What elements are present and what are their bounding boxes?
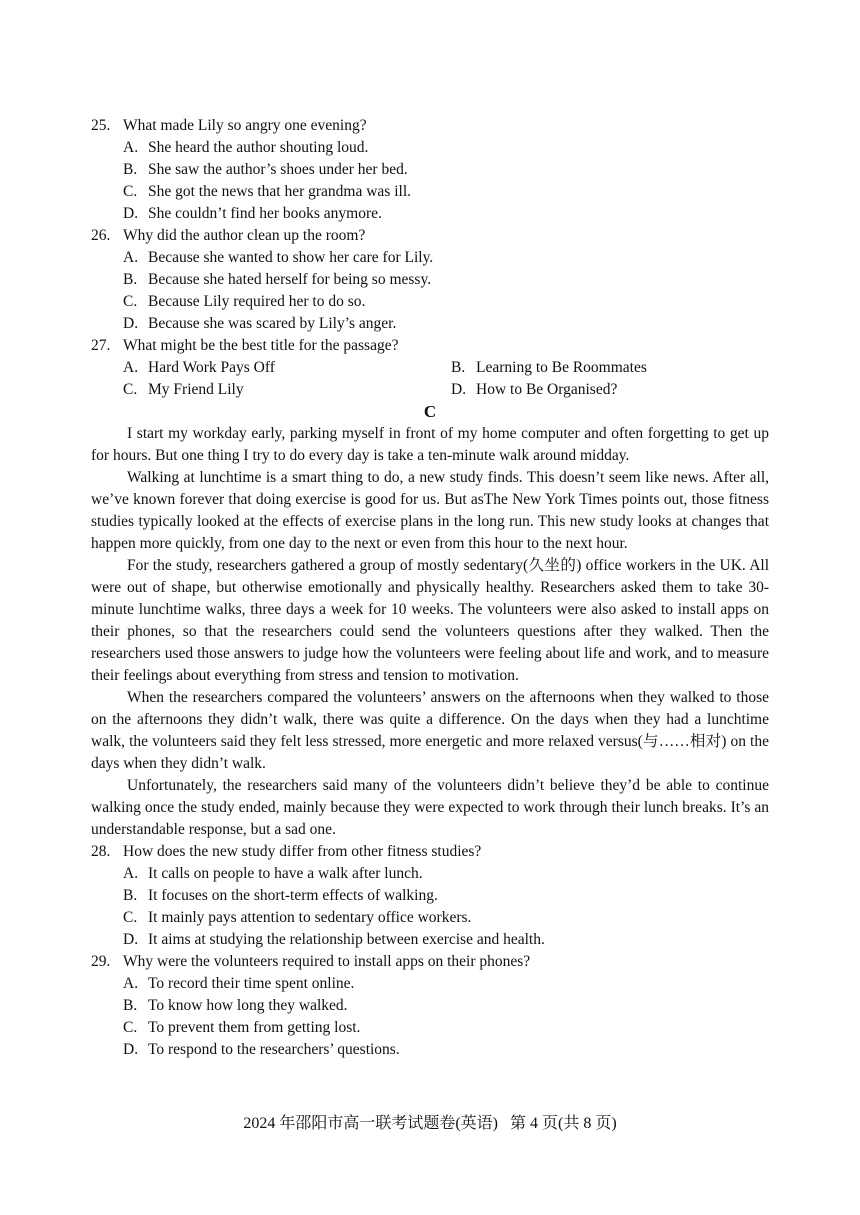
option-letter: B. bbox=[123, 161, 138, 178]
option-letter: D. bbox=[123, 1041, 139, 1058]
option-d bbox=[91, 313, 769, 335]
question-number: 26. bbox=[91, 227, 111, 244]
option-text: Because Lily required her to do so. bbox=[148, 293, 366, 310]
option-text: It focuses on the short-term effects of walking. bbox=[148, 887, 438, 904]
option-c bbox=[123, 379, 451, 401]
option-c bbox=[91, 907, 769, 929]
option-letter: A. bbox=[123, 139, 139, 156]
option-b bbox=[451, 357, 769, 379]
option-a bbox=[123, 357, 451, 379]
option-text: It aims at studying the relationship between exercise and health. bbox=[148, 931, 545, 948]
exam-title: 2024 年邵阳市高一联考试题卷(英语) bbox=[243, 1115, 498, 1132]
option-d bbox=[91, 929, 769, 951]
option-letter: D. bbox=[123, 205, 139, 222]
option-text: To record their time spent online. bbox=[148, 975, 355, 992]
option-d bbox=[91, 203, 769, 225]
question-stem: What made Lily so angry one evening? bbox=[123, 117, 367, 134]
option-c bbox=[91, 291, 769, 313]
page-footer bbox=[0, 1113, 860, 1135]
option-text: Because she was scared by Lily’s anger. bbox=[148, 315, 397, 332]
option-b bbox=[91, 995, 769, 1017]
option-letter: B. bbox=[123, 887, 138, 904]
option-text: She heard the author shouting loud. bbox=[148, 139, 369, 156]
option-letter: A. bbox=[123, 249, 139, 266]
option-text: Because she hated herself for being so messy. bbox=[148, 271, 432, 288]
option-b bbox=[91, 885, 769, 907]
option-letter: C. bbox=[123, 183, 138, 200]
option-letter: A. bbox=[123, 359, 139, 376]
option-letter: C. bbox=[123, 1019, 138, 1036]
option-text: Hard Work Pays Off bbox=[148, 359, 275, 376]
option-a bbox=[91, 863, 769, 885]
question-stem: Why did the author clean up the room? bbox=[123, 227, 366, 244]
question-number: 29. bbox=[91, 953, 111, 970]
question-stem: What might be the best title for the passage? bbox=[123, 337, 399, 354]
question-26 bbox=[91, 225, 769, 335]
page-number: 第 4 页(共 8 页) bbox=[510, 1115, 617, 1132]
option-text: To know how long they walked. bbox=[148, 997, 348, 1014]
question-25 bbox=[91, 115, 769, 225]
option-b bbox=[91, 269, 769, 291]
option-letter: B. bbox=[451, 359, 466, 376]
option-letter: D. bbox=[451, 381, 467, 398]
option-text: Learning to Be Roommates bbox=[476, 359, 647, 376]
passage-paragraph: Unfortunately, the researchers said many of the volunteers didn’t believe they’d be able to continue walking once the study ended, mainly because they were expected to work through their lunch breaks. It’s an understandable response, but a sad one. bbox=[91, 777, 769, 838]
option-a bbox=[91, 137, 769, 159]
passage-paragraph: I start my workday early, parking myself in front of my home computer and often forgetting to get up for hours. But one thing I try to do every day is take a ten-minute walk around midday. bbox=[91, 425, 769, 464]
option-letter: A. bbox=[123, 975, 139, 992]
option-letter: B. bbox=[123, 997, 138, 1014]
question-stem: How does the new study differ from other fitness studies? bbox=[123, 843, 482, 860]
option-c bbox=[91, 1017, 769, 1039]
question-number: 28. bbox=[91, 843, 111, 860]
section-heading: C bbox=[423, 402, 437, 421]
option-letter: C. bbox=[123, 909, 138, 926]
option-text: It calls on people to have a walk after lunch. bbox=[148, 865, 423, 882]
option-letter: D. bbox=[123, 931, 139, 948]
option-text: How to Be Organised? bbox=[476, 381, 618, 398]
passage-c bbox=[91, 423, 769, 841]
option-text: She saw the author’s shoes under her bed. bbox=[148, 161, 408, 178]
exam-page bbox=[91, 115, 769, 1061]
option-a bbox=[91, 973, 769, 995]
option-text: She got the news that her grandma was ill. bbox=[148, 183, 412, 200]
option-text: It mainly pays attention to sedentary office workers. bbox=[148, 909, 472, 926]
passage-paragraph: Walking at lunchtime is a smart thing to do, a new study finds. This doesn’t seem like news. After all, we’ve known forever that doing exercise is good for us. But asThe New York Times points out, those fitness studies typically looked at the effects of exercise plans in the long run. This new study looks at changes that happen more quickly, from one day to the next or even from this hour to the next hour. bbox=[91, 469, 769, 552]
option-text: To prevent them from getting lost. bbox=[148, 1019, 361, 1036]
question-stem: Why were the volunteers required to install apps on their phones? bbox=[123, 953, 531, 970]
question-27 bbox=[91, 335, 769, 401]
option-d bbox=[91, 1039, 769, 1061]
question-29 bbox=[91, 951, 769, 1061]
option-letter: A. bbox=[123, 865, 139, 882]
options-grid bbox=[91, 357, 769, 401]
option-letter: D. bbox=[123, 315, 139, 332]
option-text: To respond to the researchers’ questions. bbox=[148, 1041, 400, 1058]
option-letter: B. bbox=[123, 271, 138, 288]
option-text: My Friend Lily bbox=[148, 381, 244, 398]
option-letter: C. bbox=[123, 381, 138, 398]
option-b bbox=[91, 159, 769, 181]
option-letter: C. bbox=[123, 293, 138, 310]
question-28 bbox=[91, 841, 769, 951]
option-c bbox=[91, 181, 769, 203]
question-number: 27. bbox=[91, 337, 111, 354]
option-d bbox=[451, 379, 769, 401]
option-text: Because she wanted to show her care for Lily. bbox=[148, 249, 434, 266]
passage-paragraph: For the study, researchers gathered a group of mostly sedentary(久坐的) office workers in the UK. All were out of shape, but otherwise emotionally and physically healthy. Researchers asked them to take 30-minute lunchtime walks, three days a week for 10 weeks. The volunteers were also asked to install apps on their phones, so that the researchers could send the volunteers questions after they walked. Then the researchers used those answers to judge how the volunteers were feeling about life and work, and to measure their feelings about everything from stress and tension to motivation. bbox=[91, 557, 769, 684]
option-a bbox=[91, 247, 769, 269]
option-text: She couldn’t find her books anymore. bbox=[148, 205, 382, 222]
question-number: 25. bbox=[91, 117, 111, 134]
passage-paragraph: When the researchers compared the volunteers’ answers on the afternoons when they walked to those on the afternoons they didn’t walk, there was quite a difference. On the days when they had a lunchtime walk, the volunteers said they felt less stressed, more energetic and more relaxed versus(与……相对) on the days when they didn’t walk. bbox=[91, 689, 769, 772]
